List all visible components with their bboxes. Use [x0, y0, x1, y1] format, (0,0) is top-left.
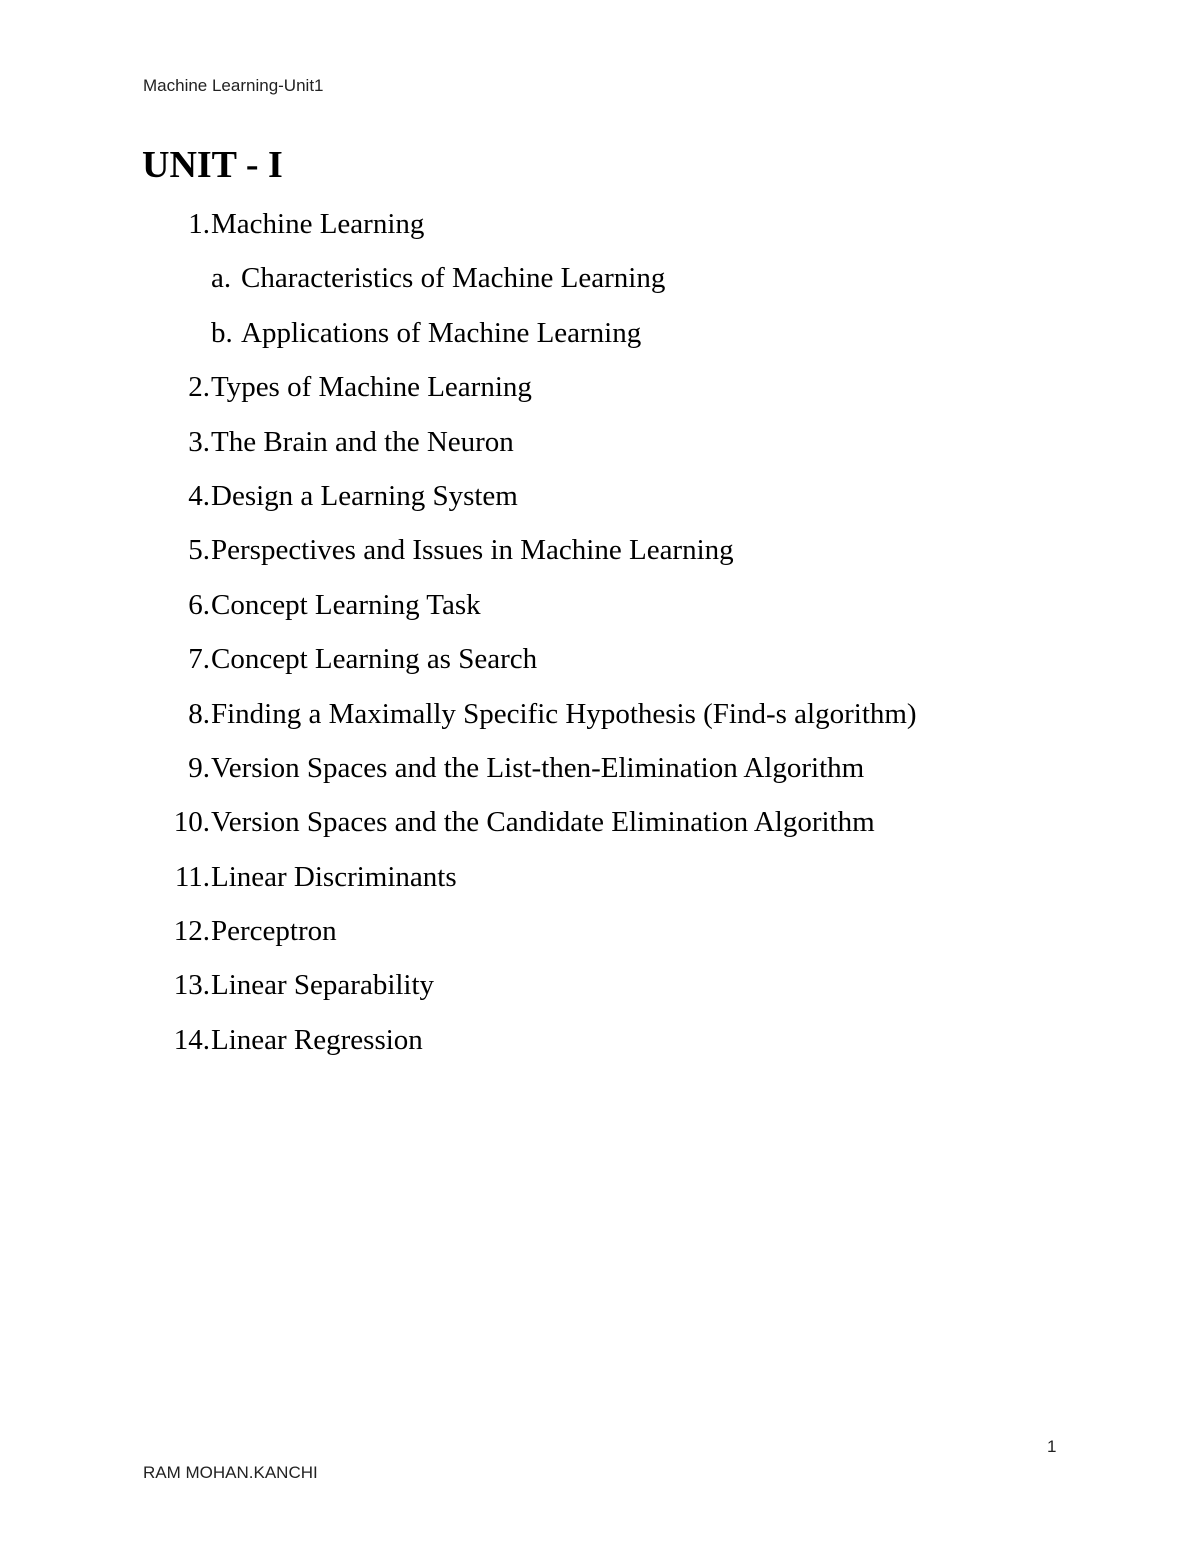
topic-label: The Brain and the Neuron	[211, 425, 514, 458]
page-number: 1	[1047, 1437, 1057, 1456]
topic-label: Perceptron	[211, 915, 337, 948]
topic-label: Machine Learning	[211, 208, 425, 240]
topic-label: Version Spaces and the Candidate Elimination Algorithm	[211, 806, 875, 839]
topic-label: Perspectives and Issues in Machine Learning	[211, 534, 734, 567]
topic-number: b.	[211, 316, 233, 349]
topic-label: Concept Learning Task	[211, 588, 481, 621]
page-footer-author: RAM MOHAN.KANCHI	[143, 1463, 318, 1482]
topic-number: 14.	[173, 1023, 210, 1056]
topic-label: Finding a Maximally Specific Hypothesis (Find-s algorithm)	[211, 697, 917, 730]
topic-item	[0, 422, 1200, 476]
subtopic-item	[0, 258, 1200, 312]
topic-item	[0, 857, 1200, 911]
topic-number: 7.	[188, 643, 210, 676]
topic-item	[0, 204, 1200, 258]
topic-number: a.	[211, 262, 232, 295]
topic-item	[0, 585, 1200, 639]
unit-title: UNIT - I	[142, 144, 283, 186]
topic-item	[0, 802, 1200, 856]
topic-label: Characteristics of Machine Learning	[241, 262, 666, 295]
topic-item	[0, 1020, 1200, 1074]
topic-item	[0, 367, 1200, 421]
topic-item	[0, 530, 1200, 584]
topic-item	[0, 911, 1200, 965]
topic-label: Types of Machine Learning	[211, 371, 532, 404]
topic-item	[0, 476, 1200, 530]
topic-number: 12.	[173, 915, 210, 948]
topic-number: 11.	[174, 860, 210, 893]
page-header: Machine Learning-Unit1	[143, 76, 324, 95]
topic-item	[0, 748, 1200, 802]
topic-number: 8.	[188, 697, 210, 730]
topic-number: 1.	[188, 208, 210, 240]
topic-label: Linear Separability	[211, 969, 435, 1002]
topic-label: Linear Regression	[211, 1023, 423, 1056]
topic-number: 6.	[188, 588, 210, 621]
topic-item	[0, 639, 1200, 693]
topic-number: 10.	[173, 806, 210, 839]
topic-number: 3.	[188, 425, 210, 458]
topic-number: 4.	[188, 479, 210, 512]
subtopic-item	[0, 313, 1200, 367]
topic-number: 9.	[188, 751, 210, 784]
topic-item	[0, 965, 1200, 1019]
topic-number: 2.	[188, 371, 210, 404]
topic-number: 5.	[188, 534, 210, 567]
topic-label: Applications of Machine Learning	[241, 316, 642, 349]
topic-label: Version Spaces and the List-then-Elimination Algorithm	[211, 751, 865, 784]
topic-label: Design a Learning System	[211, 479, 518, 512]
topic-label: Linear Discriminants	[211, 860, 457, 893]
topic-list	[0, 204, 1200, 1074]
topic-number: 13.	[173, 969, 210, 1002]
topic-label: Concept Learning as Search	[211, 643, 538, 676]
topic-item	[0, 694, 1200, 748]
